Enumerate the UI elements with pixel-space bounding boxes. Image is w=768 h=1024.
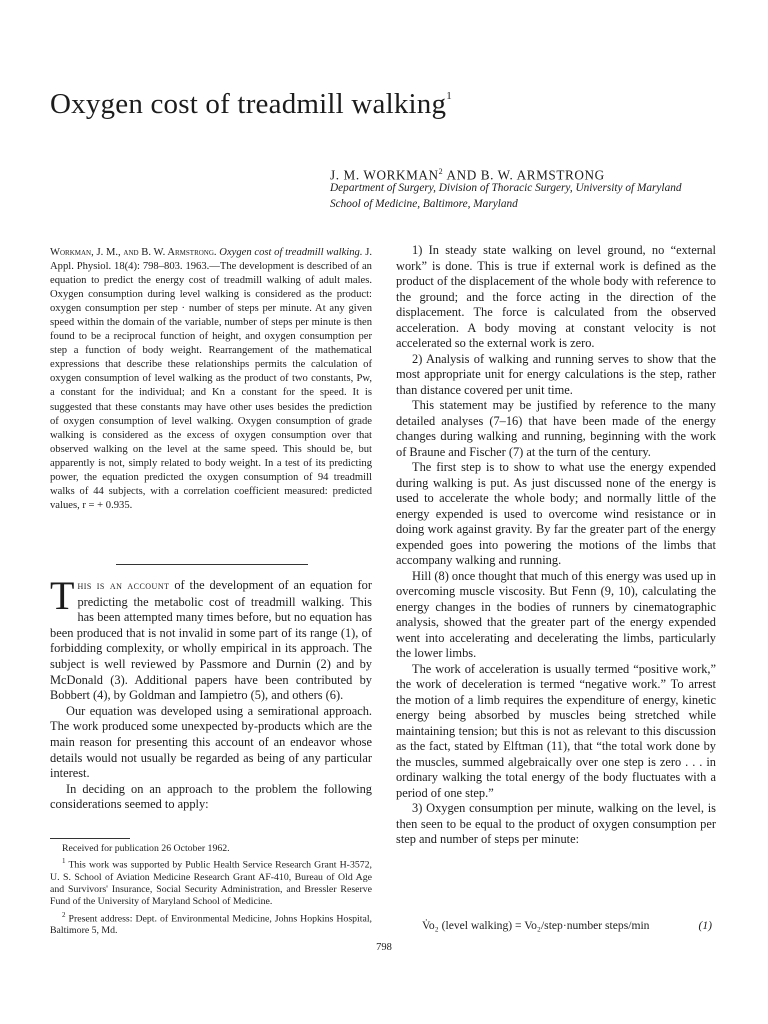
footnote-2: [50, 909, 372, 938]
point-1-paragraph: 1) In steady state walking on level ground, no “external work” is done. This is true if external work is defined as the product of the displacement of the whole body with reference to the ground; and the force acting in the direction of the displacement. The force is calculated from the observed acceleration. A body moving at constant velocity is not accelerated so the external work is zero.: [396, 243, 716, 350]
drop-cap: T: [50, 573, 75, 618]
abstract-authors: Workman, J. M., and B. W. Armstrong.: [50, 247, 217, 258]
affiliation-line-1: Department of Surgery, Division of Thoracic Surgery, University of Maryland: [330, 182, 682, 194]
author-1: J. M. WORKMAN: [330, 167, 439, 183]
page-number: 798: [376, 942, 392, 953]
body-right-column: [396, 243, 716, 848]
work-paragraph: The work of acceleration is usually termed “positive work,” the work of deceleration is termed “negative work.” To arrest the motion of a limb requires the expenditure of energy, kinetic energy being absorbed by muscles being stretched while maintaining tension; but this is not as relevant to this discussion as the fact, stated by Elftman (11), that “the total work done by the muscles, summed algebraically over one step is zero . . . in ordinary walking the total energy of the body fluctuates with a period of one step.”: [396, 661, 716, 800]
intro-paragraph: [50, 573, 372, 704]
received-note: Received for publication 26 October 1962.: [62, 843, 230, 854]
equation-number: (1): [698, 919, 712, 932]
abstract-divider: [116, 564, 308, 565]
paper-title: [50, 78, 730, 122]
title-text: Oxygen cost of treadmill walking: [50, 88, 447, 120]
paragraph-considerations: In deciding on an approach to the problem the following considerations seemed to apply:: [50, 781, 372, 812]
intro-text: of the development of an equation for predicting the metabolic cost of treadmill walking. This has been attempted many times before, but no equation has been produced that is not invalid in some part of its range (1), of forbidding complexity, or wholly empirical in its approach. The subject is well reviewed by Passmore and Durnin (2) and by McDonald (3). Additional papers have been contributed by Bobbert (4), by Goldman and Iampietro (5), and others (6).: [50, 578, 372, 703]
footnote-2-text: Present address: Dept. of Environmental Medicine, Johns Hopkins Hospital, Baltimore 5, Md.: [50, 913, 372, 937]
footnote-1-text: This work was supported by Public Health Service Research Grant H-3572, U. S. School of Aviation Medicine Research Grant AF-410, Bureau of Old Age and Survivors' Insurance, Social Security Administration, and Bressler Reserve Fund of the University of Maryland School of Medicine.: [50, 859, 372, 908]
paragraph-approach: Our equation was developed using a semirational approach. The work produced some unexpected by-products which are the main reason for presenting this account of an endeavor whose details would not usually be regarded as being of any particular interest.: [50, 703, 372, 781]
affiliation-line-2: School of Medicine, Baltimore, Maryland: [330, 197, 518, 210]
footnote-1-mark: 1: [62, 857, 66, 866]
abstract-title: Oxygen cost of treadmill walking.: [219, 247, 363, 258]
abstract-text: The development is described of an equation to predict the energy cost of treadmill walking of adult males. Oxygen consumption during level walking is considered as the product: oxygen consumption per step · number of steps per minute. At any given speed within the domain of the variable, number of steps per minute is then found to be a reciprocal function of height, and oxygen consumption per step a function of body weight. Rearrangement of the mathematical expressions that describe these relationships permits the calculation of oxygen consumption of level walking as the product of two constants, Pw, a constant for the individual; and Kn a constant for the speed. It is suggested that these constants may have other uses besides the prediction of oxygen consumption of level walking. Oxygen consumption of grade walking is considered as the excess of oxygen consumption over that observed walking on the level at the same speed. This should be, but apparently is not, simply related to body weight. In a test of its predicting power, the equation predicted the oxygen consumption of 94 treadmill walks of 44 subjects, with a correlation coefficient measured: predicted values, r = + 0.935.: [50, 261, 372, 511]
point-3-paragraph: 3) Oxygen consumption per minute, walking on the level, is then seen to be equal to the product of oxygen consumption per step and number of steps per minute:: [396, 801, 716, 846]
footnotes: [50, 843, 372, 938]
footnote-2-mark: 2: [62, 910, 66, 919]
justification-paragraph: This statement may be justified by reference to the many detailed analyses (7–16) that have been made of the energy changes during walking and running, beginning with the work of Braune and Fischer (7) at the turn of the century.: [396, 398, 716, 459]
affiliation: [330, 181, 750, 212]
lead-in-smallcaps: his is an account: [77, 580, 170, 592]
point-2-paragraph: 2) Analysis of walking and running serves to show that the most appropriate unit for energy calculations is the step, rather than distance covered per unit time.: [396, 351, 716, 397]
title-footnote-mark: 1: [446, 90, 452, 102]
energy-use-paragraph: The first step is to show to what use the energy expended during walking is put. As just discussed none of the energy is used to accelerate the whole body; and normally little of the energy expended is used to overcome wind resistance or in doing work against gravity. By far the greater part of the energy expended goes into powering the motions of the limbs that accompany walking and running.: [396, 460, 716, 567]
viscosity-paragraph: Hill (8) once thought that much of this energy was used up in overcoming muscle viscosity. But Fenn (9, 10), calculating the energy changes in the bodies of runners by cinematographic analysis, showed that the greater part of the energy expended went into accelerating and decelerating the limbs, particularly the lower limbs.: [396, 568, 716, 660]
author-footnote-mark: 2: [438, 167, 444, 176]
body-left-column: [50, 573, 372, 813]
author-2: AND B. W. ARMSTRONG: [443, 167, 605, 183]
footnote-divider: [50, 838, 130, 839]
footnote-1: [50, 855, 372, 908]
equation-text: V̇o₂ (level walking) = Vo₂/step·number steps/min: [422, 919, 650, 932]
abstract: [50, 246, 372, 513]
abstract-citation: J. Appl. Physiol. 18(4): 798–803. 1963.—: [50, 247, 372, 273]
